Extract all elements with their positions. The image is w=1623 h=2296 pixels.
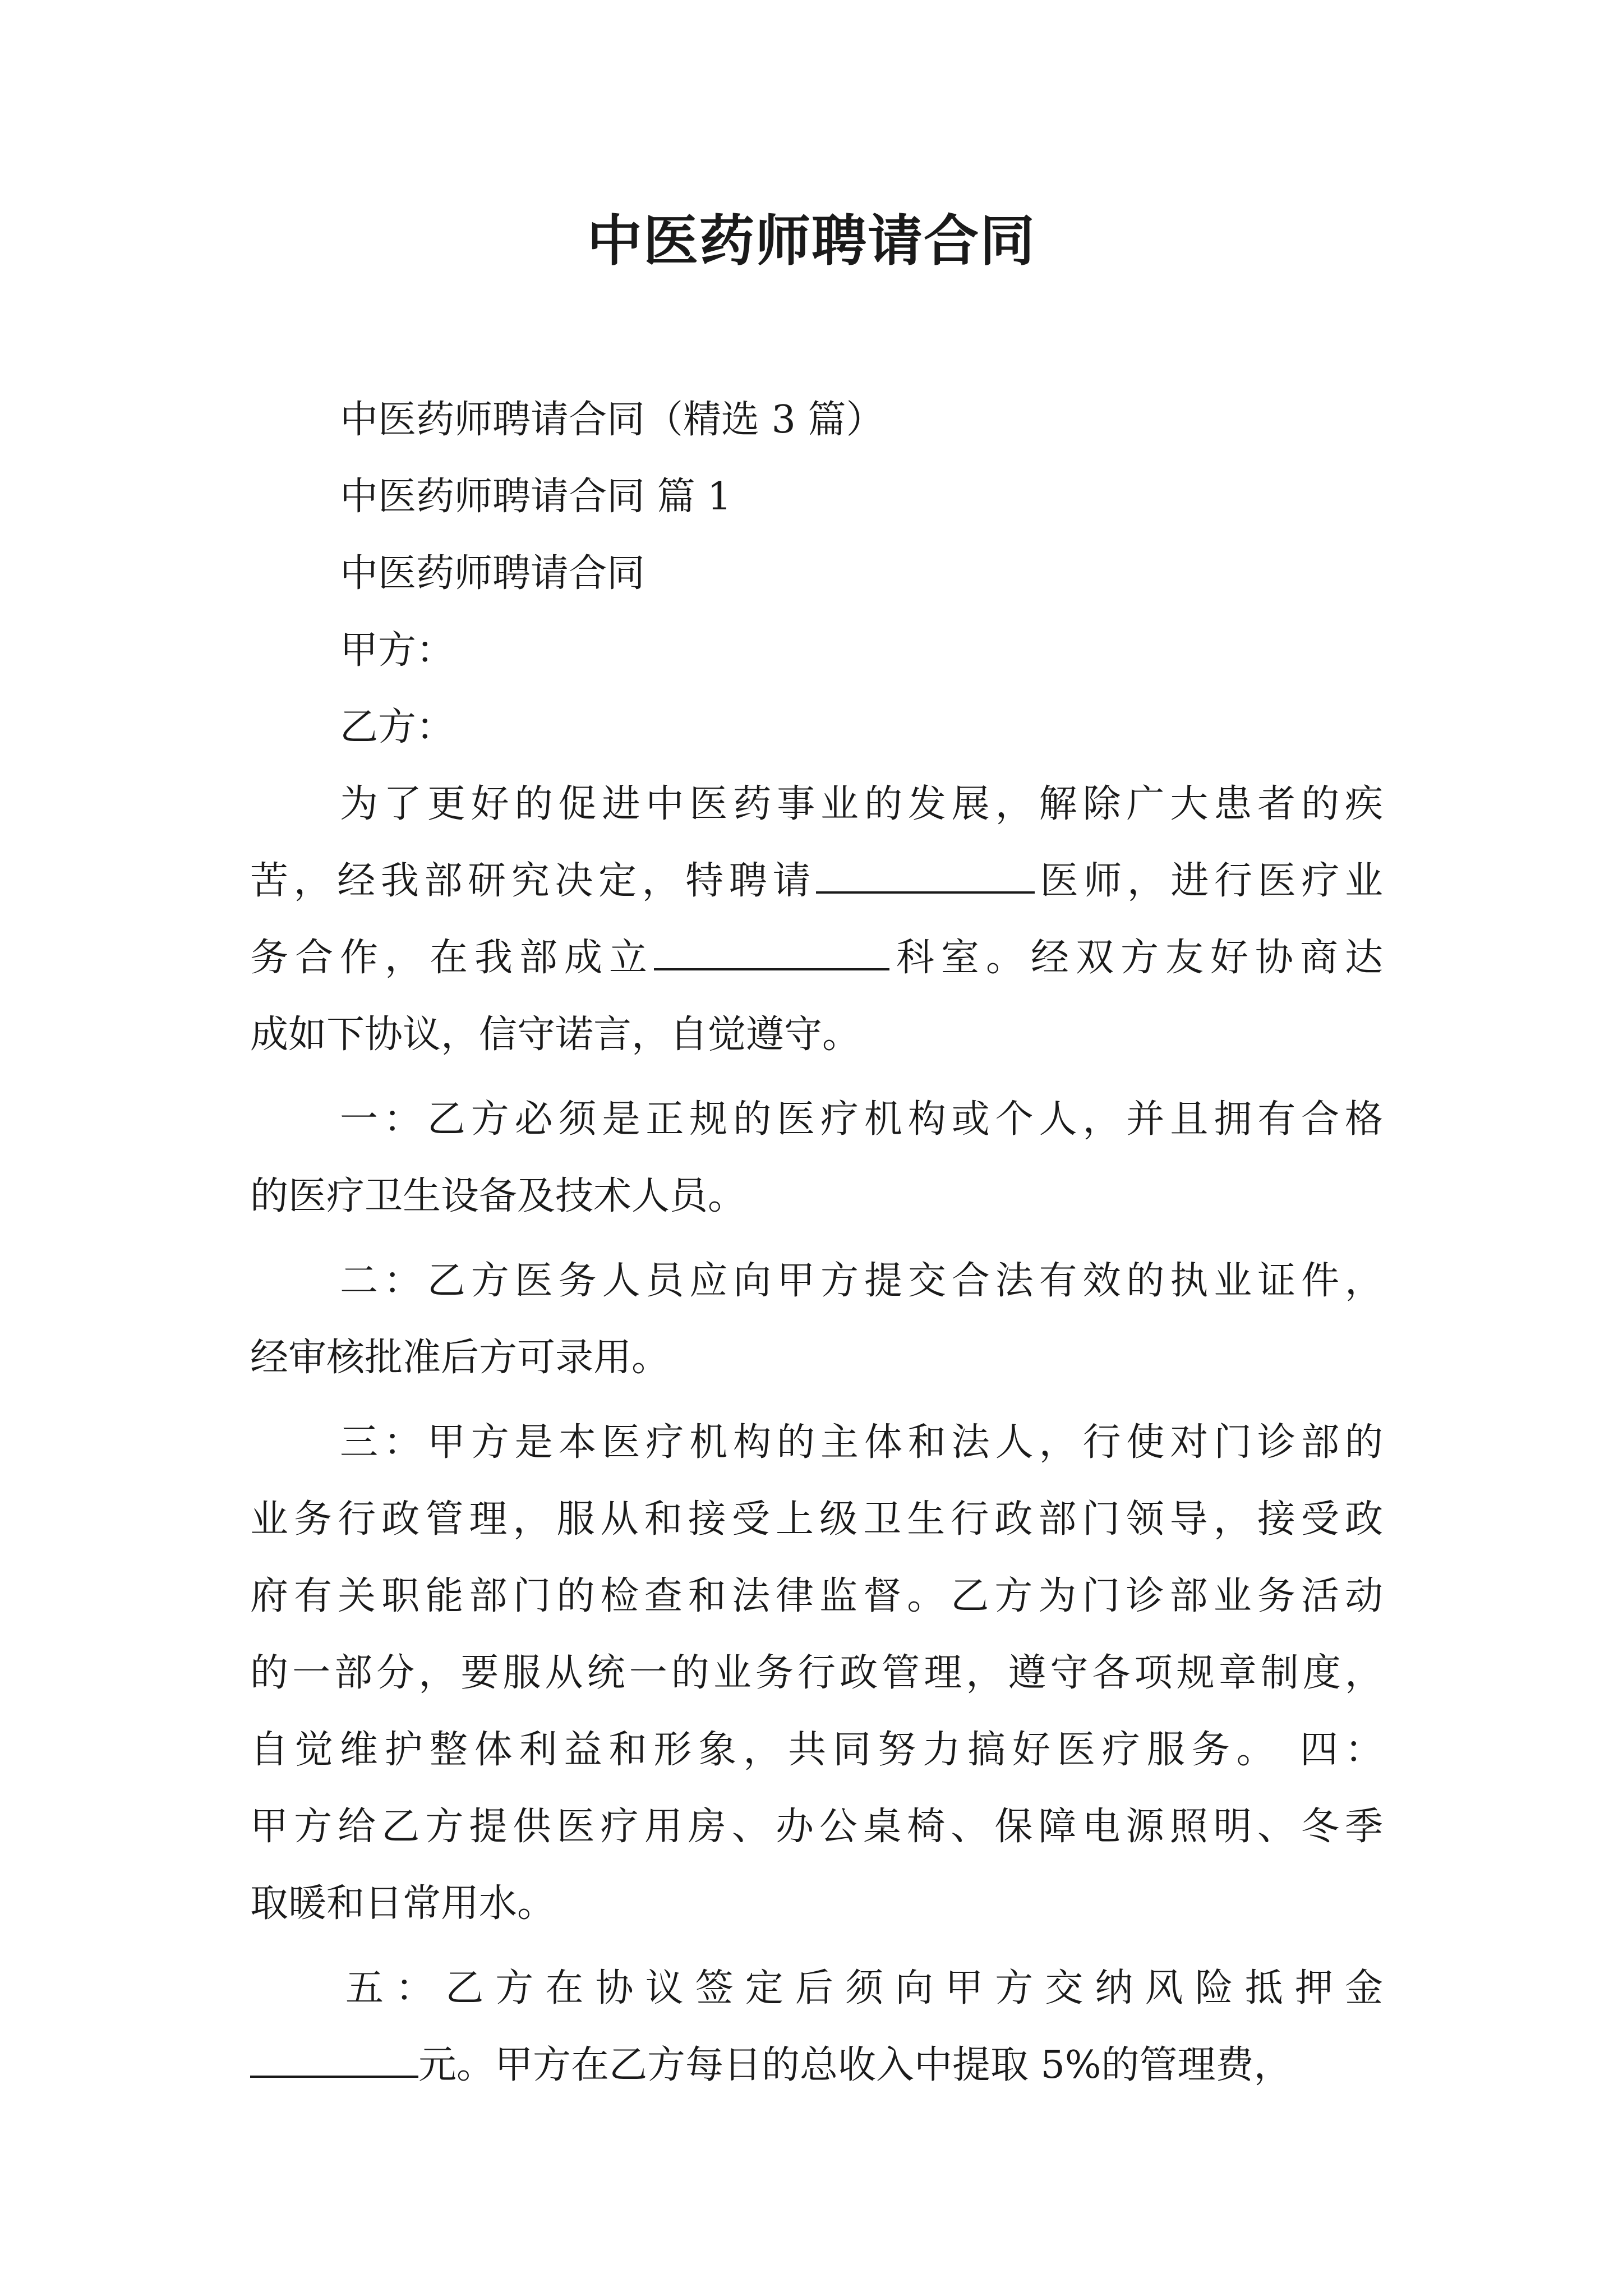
- clause-four-line: 甲方给乙方提供医疗用房、办公桌椅、保障电源照明、冬季: [250, 1805, 1383, 1849]
- clause-one-line: 一：乙方必须是正规的医疗机构或个人，并且拥有合格: [340, 1097, 1383, 1142]
- deposit-amount-blank: [250, 2042, 418, 2078]
- paragraph-line: 务合作，在我部成立 科室。经双方友好协商达: [250, 936, 1383, 980]
- clause-two-line: 二：乙方医务人员应向甲方提交合法有效的执业证件，: [340, 1259, 1383, 1303]
- paragraph-line: 苦，经我部研究决定，特聘请 医师，进行医疗业: [250, 859, 1383, 903]
- clause-five-line: 五：乙方在协议签定后须向甲方交纳风险抵押金: [345, 1966, 1383, 2010]
- party-a-label: 甲方：: [340, 628, 455, 673]
- clause-three-line: 自觉维护整体利益和形象，共同努力搞好医疗服务。 四：: [250, 1728, 1383, 1772]
- clause-three-line: 府有关职能部门的检查和法律监督。乙方为门诊部业务活动: [250, 1574, 1383, 1618]
- contract-name: 中医药师聘请合同: [340, 551, 645, 596]
- clause-four-line: 取暖和日常用水。: [250, 1881, 556, 1926]
- document-title: 中医药师聘请合同: [587, 209, 1036, 273]
- clause-three-line: 的一部分，要服从统一的业务行政管理，遵守各项规章制度，: [250, 1651, 1383, 1695]
- subtitle-line: 中医药师聘请合同（精选 3 篇）: [340, 398, 884, 442]
- clause-three-line: 三：甲方是本医疗机构的主体和法人，行使对门诊部的: [340, 1420, 1383, 1465]
- clause-three-line: 业务行政管理，服从和接受上级卫生行政部门领导，接受政: [250, 1497, 1383, 1542]
- party-b-label: 乙方：: [340, 705, 455, 749]
- clause-two-line: 经审核批准后方可录用。: [250, 1336, 670, 1380]
- paragraph-line: 为了更好的促进中医药事业的发展，解除广大患者的疾: [340, 782, 1383, 826]
- clause-five-line: 元。甲方在乙方每日的总收入中提取 5%的管理费，: [250, 2027, 1383, 2104]
- paragraph-line: 成如下协议，信守诺言，自觉遵守。: [250, 1013, 861, 1057]
- doctor-name-blank: [816, 858, 1035, 894]
- department-blank: [654, 935, 889, 970]
- document-body: [250, 381, 1383, 2104]
- clause-one-line: 的医疗卫生设备及技术人员。: [250, 1174, 746, 1218]
- section-heading: 中医药师聘请合同 篇 1: [340, 475, 732, 519]
